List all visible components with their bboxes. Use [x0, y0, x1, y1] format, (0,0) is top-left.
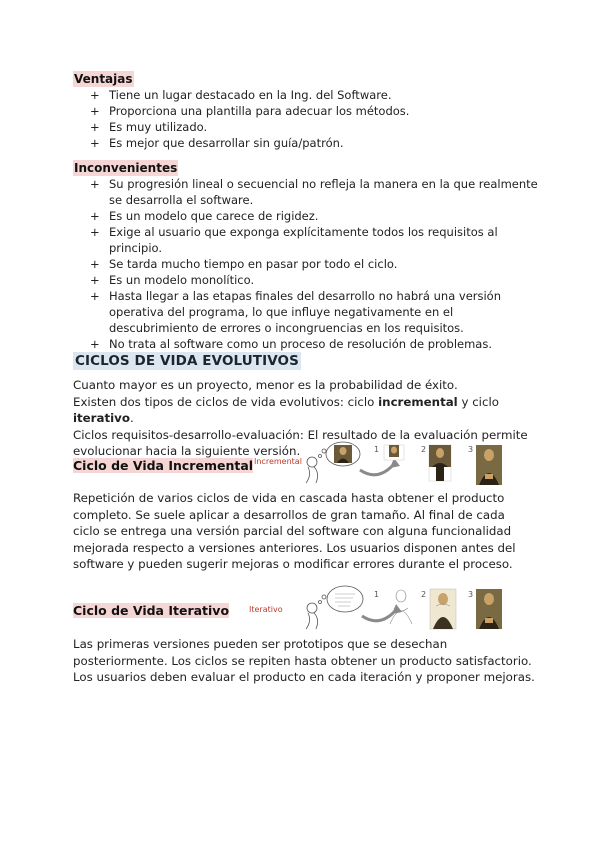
step-1-painting: [384, 445, 404, 460]
painting-thumbnail-bubble: [334, 445, 352, 463]
list-item: + Se tarda mucho tiempo en pasar por todo el ciclo.: [90, 257, 398, 271]
step-1-sketch: [390, 590, 412, 624]
incremental-text: Repetición de varios ciclos de vida en cascada hasta obtener el producto completo. Se suele aplicar a desarrollos de gran tamaño. Al final de cada ciclo se entrega una versión parcial del software con alguna funcionalidad mejorada respecto a versiones anteriores. Los usuarios disponen antes del software y pueden sugerir mejoras o modificar errores durante el proceso.: [73, 491, 516, 571]
incremental-heading: Ciclo de Vida Incremental: [73, 458, 254, 473]
bullet-mark: +: [90, 225, 100, 239]
ventajas-heading: Ventajas: [74, 72, 133, 86]
list-item: + Proporciona una plantilla para adecuar los métodos.: [90, 104, 410, 118]
list-item: + Es muy utilizado.: [90, 120, 208, 134]
iterativo-illustration: [298, 584, 508, 632]
step-3-painting: [476, 445, 502, 485]
bullet-mark: +: [90, 177, 100, 191]
bullet-mark: +: [90, 337, 100, 351]
list-item: + Hasta llegar a las etapas finales del desarrollo no habrá una versión operativa del programa, lo que influye negativamente en el descubrimiento de errores o incongruencias en los requisitos.: [90, 289, 502, 335]
step-2-painting: [430, 589, 456, 629]
iterativo-step-1-number: 1: [374, 590, 380, 599]
ventajas-list: [73, 87, 543, 151]
step-3-painting: [476, 589, 502, 629]
list-item: + Exige al usuario que exponga explícitamente todos los requisitos al principio.: [90, 225, 498, 255]
incremental-step-1-number: 1: [374, 445, 380, 454]
thinking-person-sketch: [306, 586, 363, 629]
bullet-mark: +: [90, 120, 100, 134]
bullet-mark: +: [90, 273, 100, 287]
iterativo-text: Las primeras versiones pueden ser prototipos que se desechan posteriormente. Los ciclos se repiten hasta obtener un producto satisfactorio. Los usuarios deben evaluar el producto en cada iteración y proponer mejoras.: [73, 637, 535, 684]
intro-line-3: Ciclos requisitos-desarrollo-evaluación: El resultado de la evaluación permite evolucionar hacia la siguiente versión.: [73, 427, 528, 458]
step-2-painting: [429, 445, 451, 481]
incremental-illustration: [298, 440, 508, 486]
list-item: + Tiene un lugar destacado en la Ing. del Software.: [90, 88, 392, 102]
inconvenientes-heading: Inconvenientes: [74, 161, 178, 175]
bullet-mark: +: [90, 136, 100, 150]
list-item: + Es un modelo que carece de rigidez.: [90, 209, 319, 223]
intro-line-2: Existen dos tipos de ciclos de vida evolutivos: ciclo incremental y ciclo iterativo.: [73, 394, 499, 425]
iterativo-step-3-number: 3: [468, 590, 474, 599]
incremental-step-3-number: 3: [468, 445, 474, 454]
progression-arrow: [360, 464, 394, 475]
bullet-mark: +: [90, 257, 100, 271]
bullet-mark: +: [90, 209, 100, 223]
iterativo-step-2-number: 2: [421, 590, 427, 599]
bullet-mark: +: [90, 104, 100, 118]
bullet-mark: +: [90, 88, 100, 102]
section-title-evolutivos: CICLOS DE VIDA EVOLUTIVOS: [75, 353, 299, 369]
iterativo-tag: Iterativo: [249, 605, 283, 614]
incremental-step-2-number: 2: [421, 445, 427, 454]
list-item: + Su progresión lineal o secuencial no refleja la manera en la que realmente se desarrolla el software.: [90, 177, 538, 207]
list-item: + Es un modelo monolítico.: [90, 273, 255, 287]
intro-line-1: Cuanto mayor es un proyecto, menor es la probabilidad de éxito.: [73, 378, 458, 392]
list-item: + No trata al software como un proceso de resolución de problemas.: [90, 337, 493, 351]
incremental-tag: Incremental: [254, 457, 302, 466]
list-item: + Es mejor que desarrollar sin guía/patrón.: [90, 136, 344, 150]
bullet-mark: +: [90, 289, 100, 303]
progression-arrow: [362, 610, 396, 621]
inconvenientes-list: [73, 176, 543, 352]
iterativo-heading: Ciclo de Vida Iterativo: [73, 603, 230, 618]
